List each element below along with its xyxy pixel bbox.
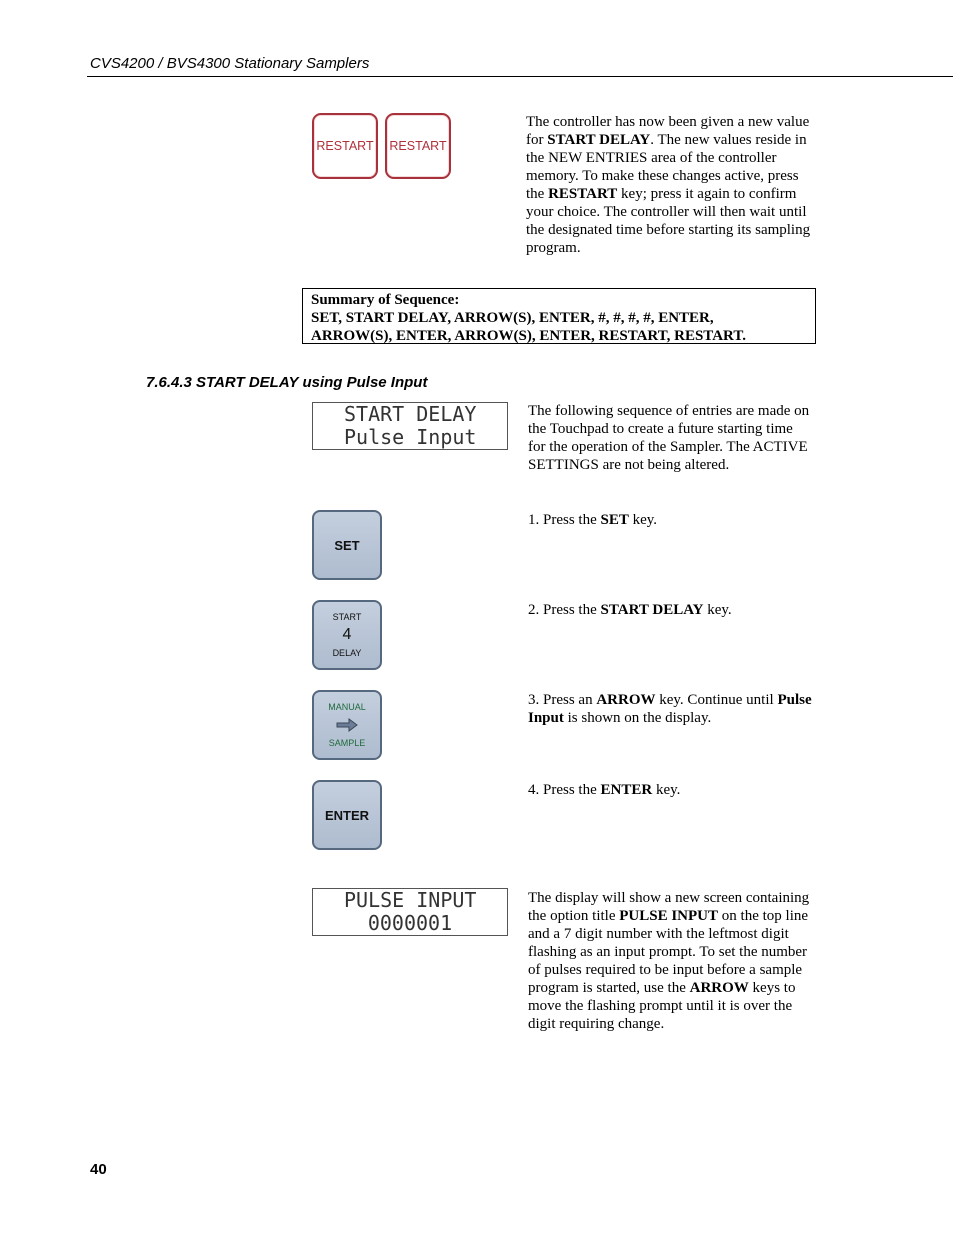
step-4: 4. Press the ENTER key. <box>528 782 681 798</box>
step-2: 2. Press the START DELAY key. <box>528 602 732 618</box>
summary-heading: Summary of Sequence: <box>311 292 460 308</box>
lcd-display-pulse-input <box>312 888 508 936</box>
running-header: CVS4200 / BVS4300 Stationary Samplers <box>90 55 370 72</box>
restart-key-1: RESTART <box>312 113 378 179</box>
section-heading: 7.6.4.3 START DELAY using Pulse Input <box>146 374 428 391</box>
intro-paragraph: The following sequence of entries are made on the Touchpad to create a future starting time for the operation of the Sampler. The ACTIVE SETTINGS are not being altered. <box>528 403 810 473</box>
lcd-line-2: Pulse Input <box>344 425 477 449</box>
lcd-line-1: START DELAY <box>344 402 477 426</box>
restart-paragraph: The controller has now been given a new value for START DELAY. The new values reside in the NEW ENTRIES area of the controller memory. To make these changes active, press the RESTART key; press it again to confirm your choice. The controller will then wait until the designated time before starting its sampling program. <box>526 114 811 256</box>
enter-key <box>312 780 382 850</box>
header-rule <box>87 76 953 77</box>
lcd-line-2: 0000001 <box>367 911 453 935</box>
summary-box <box>302 288 816 344</box>
set-key-label: SET <box>334 537 360 553</box>
set-key <box>312 510 382 580</box>
start-delay-key-bottom: DELAY <box>332 648 362 658</box>
restart-key-2: RESTART <box>385 113 451 179</box>
start-delay-key-number: 4 <box>342 626 352 643</box>
enter-key-label: ENTER <box>324 807 370 823</box>
summary-line-1: SET, START DELAY, ARROW(S), ENTER, #, #, #, #, ENTER, <box>311 310 714 326</box>
manual-key-label: MANUAL <box>328 702 366 712</box>
step-3: 3. Press an ARROW key. Continue until Pulse Input is shown on the display. <box>528 692 812 726</box>
lcd-display-start-delay <box>312 402 508 450</box>
manual-sample-arrow-key <box>312 690 382 760</box>
summary-line-2: ARROW(S), ENTER, ARROW(S), ENTER, RESTART, RESTART. <box>311 328 746 344</box>
pulse-input-paragraph: The display will show a new screen containing the option title PULSE INPUT on the top line and a 7 digit number with the leftmost digit flashing as an input prompt. To set the number of pulses required to be input before a sample program is started, use the ARROW keys to move the flashing prompt until it is over the digit requiring change. <box>528 890 810 1032</box>
right-arrow-icon <box>336 718 358 732</box>
start-delay-key <box>312 600 382 670</box>
step-1: 1. Press the SET key. <box>528 512 658 528</box>
page-number: 40 <box>90 1161 107 1178</box>
sample-key-label: SAMPLE <box>328 738 366 748</box>
start-delay-key-top: START <box>332 612 362 622</box>
lcd-line-1: PULSE INPUT <box>344 888 477 912</box>
